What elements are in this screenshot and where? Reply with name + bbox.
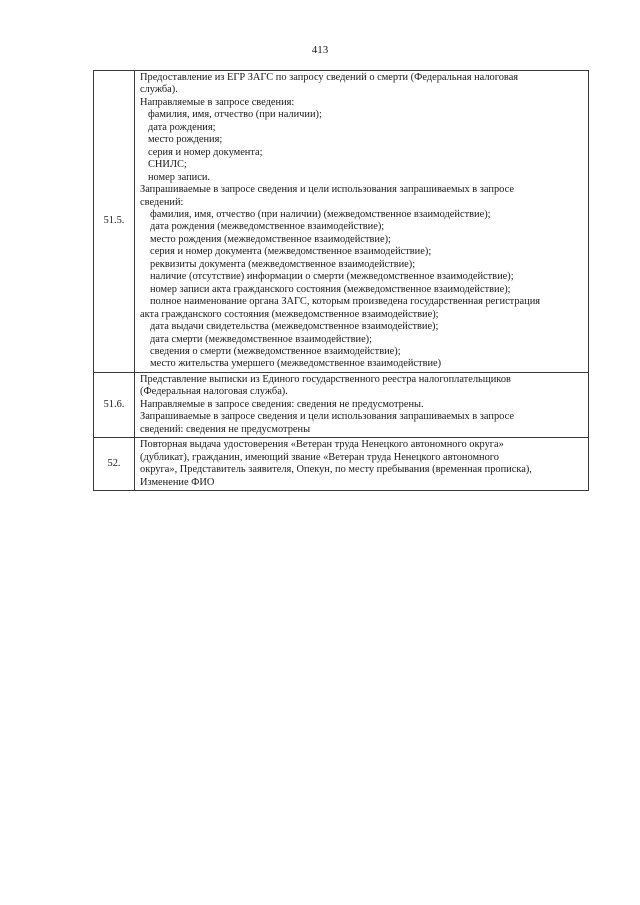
content-line: округа», Представитель заявителя, Опекун, по месту пребывания (временная прописка), <box>140 464 532 476</box>
content-line: дата рождения; <box>148 121 216 133</box>
row-number: 51.5. <box>94 71 135 373</box>
content-line: сведения о смерти (межведомственное взаимодействие); <box>150 345 401 357</box>
table-row <box>94 372 589 437</box>
content-line: место рождения (межведомственное взаимодействие); <box>150 233 391 245</box>
table-row <box>94 438 589 491</box>
content-line: дата смерти (межведомственное взаимодействие); <box>150 333 373 345</box>
content-line: Предоставление из ЕГР ЗАГС по запросу сведений о смерти (Федеральная налоговая <box>140 72 519 83</box>
content-line: сведений: сведения не предусмотрены <box>140 423 311 435</box>
content-line: акта гражданского состояния (межведомственное взаимодействие); <box>140 308 439 320</box>
row-content <box>135 438 589 491</box>
content-line: (дубликат), гражданин, имеющий звание «Ветеран труда Ненецкого автономного <box>140 451 500 463</box>
table-row <box>94 71 589 373</box>
table-body <box>94 71 589 491</box>
row-content <box>135 372 589 437</box>
content-line: Изменение ФИО <box>140 476 215 488</box>
content-line: серия и номер документа (межведомственное взаимодействие); <box>150 246 432 258</box>
services-table <box>93 70 589 491</box>
content-line: Направляемые в запросе сведения: <box>140 96 295 108</box>
content-line: Запрашиваемые в запросе сведения и цели использования запрашиваемых в запросе <box>140 184 514 196</box>
row-number: 52. <box>94 438 135 491</box>
content-line: (Федеральная налоговая служба). <box>140 386 288 398</box>
page-number: 413 <box>311 44 329 56</box>
content-line: Направляемые в запросе сведения: сведения не предусмотрены. <box>140 398 424 410</box>
content-line: место жительства умершего (межведомственное взаимодействие) <box>150 358 442 370</box>
content-line: СНИЛС; <box>148 159 187 171</box>
row-content <box>135 71 589 373</box>
content-line: Повторная выдача удостоверения «Ветеран труда Ненецкого автономного округа» <box>140 439 504 451</box>
content-line: серия и номер документа; <box>148 146 263 158</box>
content-line: сведений: <box>140 196 184 208</box>
content-line: реквизиты документа (межведомственное взаимодействие); <box>150 258 416 270</box>
content-line: номер записи. <box>148 171 211 183</box>
content-line: фамилия, имя, отчество (при наличии) (межведомственное взаимодействие); <box>150 208 491 220</box>
content-line: Запрашиваемые в запросе сведения и цели использования запрашиваемых в запросе <box>140 411 514 423</box>
content-line: дата рождения (межведомственное взаимодействие); <box>150 221 385 233</box>
content-line: фамилия, имя, отчество (при наличии); <box>148 109 322 121</box>
row-number: 51.6. <box>94 372 135 437</box>
content-line: служба). <box>140 84 178 96</box>
content-line: дата выдачи свидетельства (межведомственное взаимодействие); <box>150 321 439 333</box>
content-line: место рождения; <box>148 134 223 146</box>
content-line: полное наименование органа ЗАГС, которым произведена государственная регистрация <box>150 296 541 308</box>
content-line: номер записи акта гражданского состояния (межведомственное взаимодействие); <box>150 283 511 295</box>
content-line: Представление выписки из Единого государственного реестра налогоплательщиков <box>140 373 511 385</box>
content-line: наличие (отсутствие) информации о смерти (межведомственное взаимодействие); <box>150 271 514 283</box>
